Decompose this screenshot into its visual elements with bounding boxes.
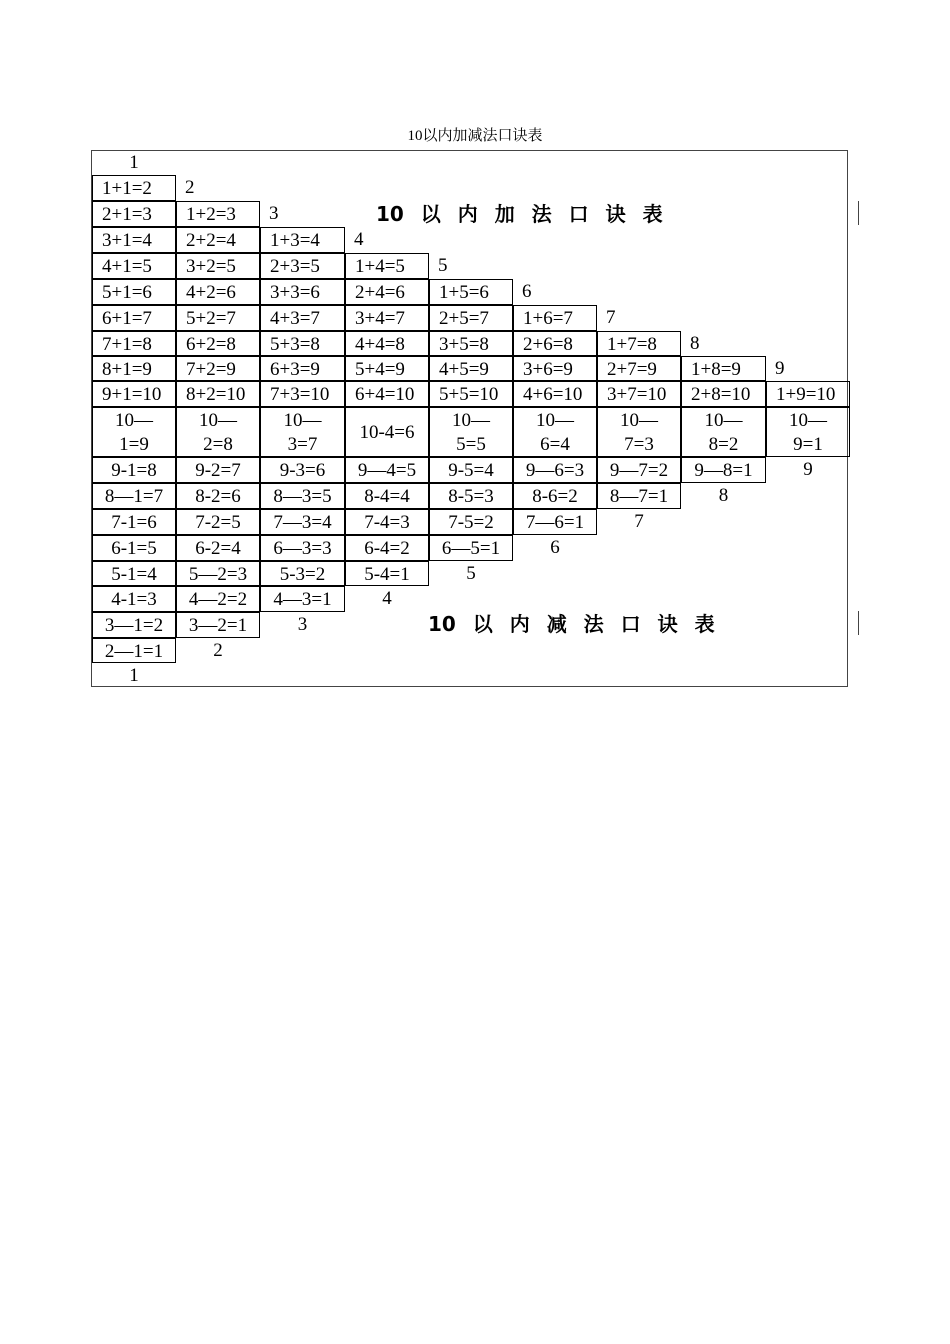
addition-cell: 7+1=8 <box>92 331 176 356</box>
subtraction-cell: 2—1=1 <box>92 638 176 663</box>
subtraction-cell: 5-3=2 <box>260 561 345 586</box>
addition-cell: 3+3=6 <box>260 279 345 305</box>
addition-cell: 1+5=6 <box>429 279 513 305</box>
addition-cell: 1+6=7 <box>513 305 597 331</box>
subtraction-cell: 9-5=4 <box>429 457 513 483</box>
subtraction-cell: 8—7=1 <box>597 483 681 509</box>
addition-cell: 2+7=9 <box>597 356 681 381</box>
addition-result-number: 3 <box>269 203 279 224</box>
addition-cell: 1+7=8 <box>597 331 681 356</box>
subtraction-cell: 8—3=5 <box>260 483 345 509</box>
addition-result-number: 4 <box>354 229 364 250</box>
subtraction-cell: 7-1=6 <box>92 509 176 535</box>
addition-cell: 3+2=5 <box>176 253 260 279</box>
subtraction-cell: 6-4=2 <box>345 535 429 561</box>
subtraction-result-number: 5 <box>466 563 476 584</box>
addition-cell: 7+2=9 <box>176 356 260 381</box>
subtraction-cell: 5-1=4 <box>92 561 176 586</box>
subtraction-cell: 5-4=1 <box>345 561 429 586</box>
subtraction-result-number: 9 <box>803 459 813 480</box>
addition-cell: 5+1=6 <box>92 279 176 305</box>
subtraction-cell: 7-5=2 <box>429 509 513 535</box>
addition-cell: 1+4=5 <box>345 253 429 279</box>
addition-cell: 1+1=2 <box>92 175 176 201</box>
addition-cell: 2+4=6 <box>345 279 429 305</box>
addition-cell: 4+3=7 <box>260 305 345 331</box>
addition-cell: 3+5=8 <box>429 331 513 356</box>
subtraction-ten-line: 2=8 <box>203 434 233 455</box>
subtraction-ten-line: 10— <box>536 410 574 431</box>
addition-cell: 3+7=10 <box>597 381 681 407</box>
subtraction-cell: 3—1=2 <box>92 612 176 638</box>
subtraction-cell: 3—2=1 <box>176 612 260 638</box>
addition-result-number: 8 <box>690 333 700 354</box>
subtraction-cell: 8—1=7 <box>92 483 176 509</box>
subtraction-result-number: 2 <box>213 640 223 661</box>
subtraction-cell: 9—8=1 <box>681 457 766 483</box>
addition-cell: 5+5=10 <box>429 381 513 407</box>
addition-result-number: 2 <box>185 177 195 198</box>
subtraction-ten-cell <box>429 407 513 457</box>
subtraction-result-number: 3 <box>297 614 308 635</box>
subtraction-cell: 7—6=1 <box>513 509 597 535</box>
document-title: 10以内加减法口诀表 <box>407 128 543 144</box>
subtraction-ten-line: 3=7 <box>287 434 318 455</box>
subtraction-ten-cell <box>513 407 597 457</box>
subtraction-ten-line: 1=9 <box>119 434 149 455</box>
subtraction-ten-line: 10— <box>452 410 490 431</box>
subtraction-cell: 8-4=4 <box>345 483 429 509</box>
subtraction-ten-line: 10— <box>199 410 237 431</box>
addition-cell: 6+2=8 <box>176 331 260 356</box>
subtraction-ten-line: 10— <box>620 410 658 431</box>
addition-result-number: 5 <box>438 255 448 276</box>
subtraction-ten-line: 5=5 <box>456 434 486 455</box>
subtraction-ten-cell <box>681 407 766 457</box>
subtraction-ten-line: 6=4 <box>540 434 570 455</box>
subtraction-cell: 7-2=5 <box>176 509 260 535</box>
subtraction-ten-cell <box>766 407 850 457</box>
addition-cell: 3+4=7 <box>345 305 429 331</box>
addition-result-number: 1 <box>129 152 139 173</box>
addition-cell: 2+5=7 <box>429 305 513 331</box>
subtraction-cell: 4-1=3 <box>92 586 176 612</box>
subtraction-cell: 6—3=3 <box>260 535 345 561</box>
subtraction-result-number: 1 <box>129 665 139 686</box>
addition-cell: 4+1=5 <box>92 253 176 279</box>
addition-cell: 4+2=6 <box>176 279 260 305</box>
subtraction-ten-line: 10-4=6 <box>359 422 415 443</box>
addition-cell: 3+6=9 <box>513 356 597 381</box>
subtraction-cell: 9-2=7 <box>176 457 260 483</box>
subtraction-result-number: 4 <box>382 588 392 609</box>
subtraction-cell: 9-3=6 <box>260 457 345 483</box>
subtraction-cell: 8-5=3 <box>429 483 513 509</box>
addition-cell: 1+9=10 <box>766 381 850 407</box>
subtraction-result-number: 6 <box>550 537 560 558</box>
subtraction-cell: 9—6=3 <box>513 457 597 483</box>
subtraction-ten-cell <box>345 407 429 457</box>
subtraction-cell: 4—2=2 <box>176 586 260 612</box>
addition-cell: 1+3=4 <box>260 227 345 253</box>
subtraction-cell: 6-1=5 <box>92 535 176 561</box>
addition-cell: 2+8=10 <box>681 381 766 407</box>
addition-cell: 2+2=4 <box>176 227 260 253</box>
subtraction-cell: 8-2=6 <box>176 483 260 509</box>
subtraction-cell: 7—3=4 <box>260 509 345 535</box>
subtraction-ten-line: 10— <box>283 410 322 431</box>
subtraction-cell: 6-2=4 <box>176 535 260 561</box>
addition-cell: 5+4=9 <box>345 356 429 381</box>
subtraction-result-number: 7 <box>634 511 644 532</box>
addition-result-number: 6 <box>522 281 532 302</box>
addition-cell: 1+2=3 <box>176 201 260 227</box>
addition-cell: 5+3=8 <box>260 331 345 356</box>
addition-cell: 6+1=7 <box>92 305 176 331</box>
addition-result-number: 9 <box>775 358 785 379</box>
subtraction-ten-cell <box>176 407 260 457</box>
subtraction-ten-line: 10— <box>789 410 827 431</box>
subtraction-cell: 7-4=3 <box>345 509 429 535</box>
addition-cell: 9+1=10 <box>92 381 176 407</box>
addition-cell: 6+3=9 <box>260 356 345 381</box>
subtraction-cell: 8-6=2 <box>513 483 597 509</box>
section-divider <box>858 201 859 225</box>
subtraction-ten-line: 9=1 <box>793 434 823 455</box>
addition-cell: 8+1=9 <box>92 356 176 381</box>
section-divider <box>858 611 859 635</box>
subtraction-cell: 9—7=2 <box>597 457 681 483</box>
addition-cell: 2+3=5 <box>260 253 345 279</box>
addition-cell: 8+2=10 <box>176 381 260 407</box>
subtraction-result-number: 8 <box>718 485 729 506</box>
addition-cell: 3+1=4 <box>92 227 176 253</box>
subtraction-ten-line: 8=2 <box>708 434 739 455</box>
subtraction-heading: 10 以 内 减 法 口 诀 表 <box>428 612 715 636</box>
subtraction-ten-line: 7=3 <box>624 434 654 455</box>
subtraction-cell: 6—5=1 <box>429 535 513 561</box>
subtraction-ten-cell <box>597 407 681 457</box>
addition-cell: 7+3=10 <box>260 381 345 407</box>
addition-cell: 4+6=10 <box>513 381 597 407</box>
subtraction-ten-line: 10— <box>115 410 153 431</box>
subtraction-cell: 5—2=3 <box>176 561 260 586</box>
addition-result-number: 7 <box>606 307 616 328</box>
addition-heading: 10 以 内 加 法 口 诀 表 <box>376 202 663 226</box>
subtraction-cell: 9-1=8 <box>92 457 176 483</box>
addition-cell: 2+6=8 <box>513 331 597 356</box>
addition-cell: 4+5=9 <box>429 356 513 381</box>
addition-cell: 2+1=3 <box>92 201 176 227</box>
subtraction-cell: 9—4=5 <box>345 457 429 483</box>
addition-cell: 4+4=8 <box>345 331 429 356</box>
subtraction-cell: 4—3=1 <box>260 586 345 612</box>
addition-cell: 6+4=10 <box>345 381 429 407</box>
subtraction-ten-line: 10— <box>704 410 743 431</box>
addition-cell: 1+8=9 <box>681 356 766 381</box>
subtraction-ten-cell <box>92 407 176 457</box>
subtraction-ten-cell <box>260 407 345 457</box>
addition-cell: 5+2=7 <box>176 305 260 331</box>
